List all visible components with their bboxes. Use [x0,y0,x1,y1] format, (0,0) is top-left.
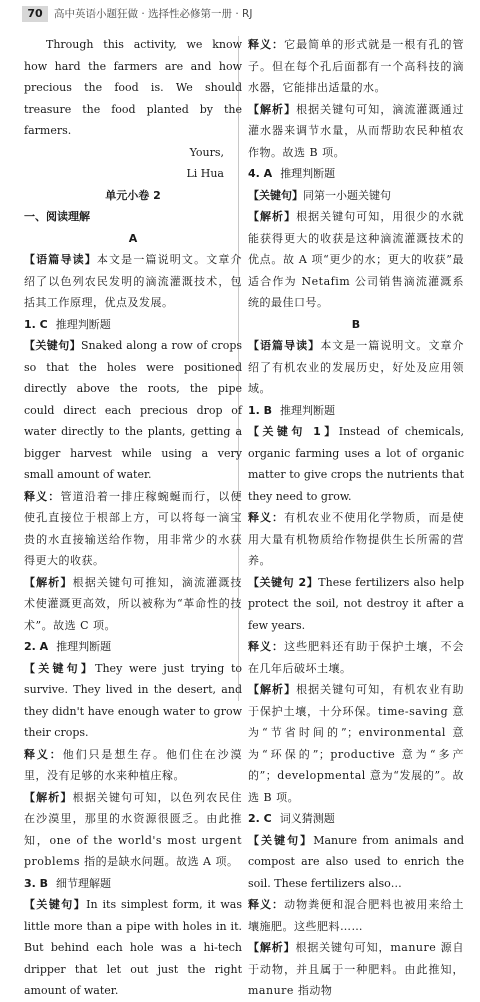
key-sentence [248,185,464,207]
question-heading [248,163,464,185]
translation [248,507,464,572]
translation-tag: 释义： [248,640,285,653]
key-tag: 【关键句 1】 [248,425,339,438]
question-number: 2. C [248,812,272,825]
key-sentence [248,830,464,895]
page-number: 70 [22,6,48,22]
letter-signature: Li Hua [186,167,224,180]
question-heading [248,808,464,830]
question-number: 2. A [24,640,49,653]
translation-text: 有机农业不使用化学物质，而是使用大量有机物质给作物提供生长所需的营养。 [248,511,465,567]
question-type: 词义猜测题 [279,812,335,825]
question-type: 推理判断题 [55,317,111,331]
translation [248,34,464,99]
translation-text: 管道沿着一排庄稼蜿蜒而行，以便使孔直接位于根部上方，可以将每一滴宝贵的水直接输送给作物，用非常少的水获得更大的收获。 [24,489,243,567]
right-column [248,34,464,1002]
passage-guide [248,335,464,400]
key-tag: 【关键句 2】 [248,575,319,589]
translation-text: 这些肥料还有助于保护土壤，不会在几年后破坏土壤。 [248,640,465,675]
book-title: 高中英语小题狂做 · 选择性必修第一册 · RJ [54,8,253,20]
translation-tag: 释义： [248,898,285,911]
translation-tag: 释义： [248,511,285,524]
analysis-tag: 【解析】 [24,790,73,804]
translation [248,894,464,937]
key-text: Manure from animals and compost are also used to enrich the soil. These fertilizers also… [248,833,464,890]
key-text: 同第一小题关键句 [303,188,391,202]
key-tag: 【关键句】 [24,661,96,675]
question-type: 细节理解题 [56,876,112,890]
question-type: 推理判断题 [56,640,112,653]
question-heading [24,314,242,336]
question-heading [24,636,242,658]
guide-tag: 【语篇导读】 [248,339,321,352]
question-heading [24,873,242,895]
translation-tag: 释义： [24,489,61,503]
question-number: 4. A [248,167,273,180]
analysis-text: 根据关键句可知，用很少的水就能获得更大的收获是这种滴流灌溉技术的优点。故 A 项“更少的水；更大的收获”最适合作为 Netafim 公司销售滴流灌溉系统的最佳口号。 [248,210,465,309]
key-tag: 【关键句】 [24,898,87,911]
translation-text: 动物粪便和混合肥料也被用来给土壤施肥。这些肥料…… [248,898,465,933]
key-sentence [24,335,242,486]
key-sentence [248,572,464,637]
key-sentence [24,894,242,1002]
analysis [24,787,242,873]
translation-text: 他们只是想生存。他们住在沙漠里，没有足够的水来种植庄稼。 [24,747,242,782]
section-heading: 一、阅读理解 [24,210,90,223]
key-text: In its simplest form, it was little more than a pipe with holes in it. But behind each hole was a hi-tech dripper that let out just the right amount of water. [24,898,242,997]
key-tag: 【关键句】 [248,833,314,847]
analysis-tag: 【解析】 [248,210,297,223]
key-sentence [24,658,242,744]
analysis-text: 根据关键句可知，manure 源自于动物，并且属于一种肥料。由此推知，manure 指动物 [248,941,465,997]
analysis [248,99,464,164]
key-text: Snaked along a row of crops so that the holes were positioned directly above the roots, the pipe could direct each precious drop of water directly to the plants, getting a bigger harvest while using a very small amount of water. [24,339,243,481]
translation [24,486,242,572]
analysis-tag: 【解析】 [248,683,297,696]
analysis [248,206,464,314]
key-tag: 【关键句】 [248,188,303,202]
key-sentence [248,421,464,507]
passage-label: A [128,231,138,245]
page-header [0,0,480,26]
key-text: These fertilizers also help protect the soil, not destroy it after a few years. [248,575,464,632]
translation-tag: 释义： [24,747,63,761]
analysis [24,572,242,637]
analysis-tag: 【解析】 [24,575,73,589]
letter-paragraph: Through this activity, we know how hard the farmers are and how precious the food is. We should treasure the food planted by the farmers. [24,38,242,137]
analysis-text: 根据关键句可推知，滴流灌溉技术使灌溉更高效，所以被称为“革命性的技术”。故选 C 项。 [24,575,243,632]
guide-text: 本文是一篇说明文。文章介绍了有机农业的发展历史，好处及应用领域。 [248,339,465,395]
analysis [248,679,464,808]
translation [248,636,464,679]
passage-guide [24,249,242,314]
question-number: 3. B [24,876,49,890]
guide-tag: 【语篇导读】 [24,253,97,266]
passage-label: B [351,317,361,331]
question-type: 推理判断题 [280,167,336,180]
question-heading [248,400,464,422]
left-column [24,34,242,1002]
unit-title: 单元小卷 2 [105,188,161,202]
translation-tag: 释义： [248,38,285,51]
question-type: 推理判断题 [280,403,336,417]
translation [24,744,242,787]
analysis-tag: 【解析】 [248,941,296,954]
key-text: They were just trying to survive. They lived in the desert, and they didn't have enough water to grow their crops. [24,661,243,739]
analysis-tag: 【解析】 [248,102,297,116]
analysis-text: 根据关键句可知，滴流灌溉通过灌水器来调节水量，从而帮助农民种植农作物。故选 B 项。 [248,102,465,159]
key-text: Instead of chemicals, organic farming uses a lot of organic matter to give crops the nutrients that they need to grow. [248,425,465,503]
translation-text: 它最简单的形式就是一根有孔的管子。但在每个孔后面都有一个高科技的滴水器，它能排出适量的水。 [248,38,465,94]
question-number: 1. B [248,403,273,417]
analysis [248,937,464,1002]
key-tag: 【关键句】 [24,339,82,352]
question-number: 1. C [24,317,48,331]
analysis-text: 根据关键句可知，有机农业有助于保护土壤，十分环保。time-saving 意为“节省时间的”；environmental 意为“环保的”；productive 意为“多产的”；developmental 意为“发展的”。故选 B 项。 [248,683,465,804]
guide-text: 本文是一篇说明文。文章介绍了以色列农民发明的滴流灌溉技术，包括其工作原理，优点及发展。 [24,253,243,309]
letter-closing: Yours, [189,145,224,159]
analysis-text: 根据关键句可知，以色列农民住在沙漠里，那里的水资源很匮乏。由此推知，one of the world's most urgent problems 指的是缺水问题。故选 A 项。 [24,790,243,868]
